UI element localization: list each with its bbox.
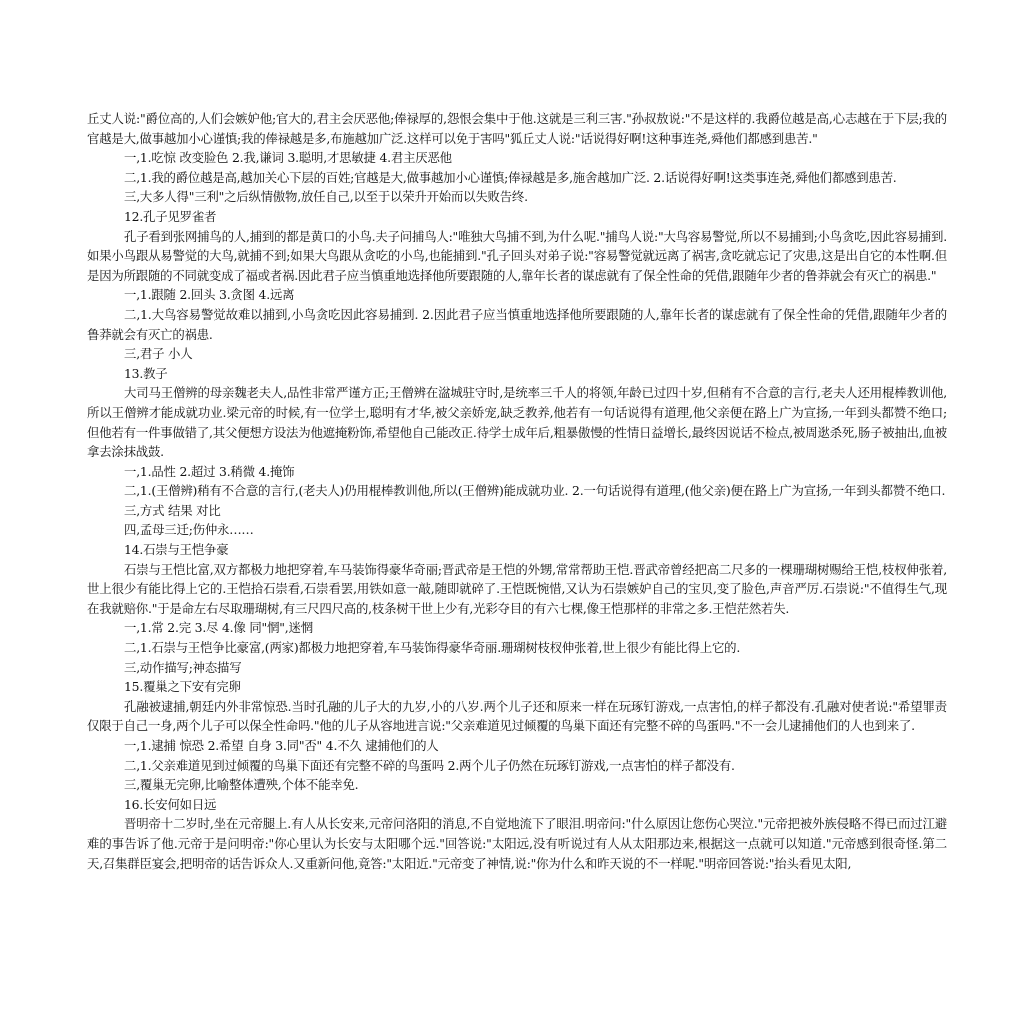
paragraph-text: 孔子看到张网捕鸟的人,捕到的都是黄口的小鸟.夫子问捕鸟人:"唯独大鸟捕不到,为什么呢."捕鸟人说:"大鸟容易警觉,所以不易捕到;小鸟贪吃,因此容易捕到.如果小鸟跟从易警觉的大鸟,就捕不到;如果大鸟跟从贪吃的小鸟,也能捕到."孔子回头对弟子说:"容易警觉就远离了祸害,贪吃就忘记了灾患,这是出自它的本性啊.但是因为所跟随的不同就变成了福或者祸.因此君子应当慎重地选择他所要跟随的人,靠年长者的谋虑就有了保全性命的凭借,跟随年少者的鲁莽就会有灭亡的祸患." — [87, 228, 947, 283]
answer-line: 三,方式 结果 对比 — [124, 502, 221, 518]
section-heading: 13.教子 — [124, 365, 168, 381]
answer-line: 三,大多人得"三利"之后纵情傲物,放任自己,以至于以荣升开始而以失败告终. — [124, 189, 528, 205]
paragraph-text: 丘丈人说:"爵位高的,人们会嫉妒他;官大的,君主会厌恶他;俸禄厚的,怨恨会集中于他.这就是三利三害."孙叔敖说:"不是这样的.我爵位越是高,心志越在于下层;我的官越是大,做事越加小心谨慎;我的俸禄越是多,布施越加广泛.这样可以免于害吗"狐丘丈人说:"话说得好啊!这种事连尧,舜他们都感到患苦." — [87, 111, 947, 146]
answer-line: 一,1.品性 2.超过 3.稍微 4.掩饰 — [124, 463, 295, 479]
paragraph-text: 石崇与王恺比富,双方都极力地把穿着,车马装饰得豪华奇丽;晋武帝是王恺的外甥,常常帮助王恺.晋武帝曾经把高二尺多的一棵珊瑚树赐给王恺,枝杈伸张着,世上很少有能比得上它的.王恺拾石崇看,石崇看罢,用铁如意一敲,随即就碎了.王恺既惋惜,又认为石崇嫉妒自己的宝贝,变了脸色,声音严厉.石崇说:"不值得生气,现在我就赔你."于是命左右尽取珊瑚树,有三尺四尺高的,枝条树干世上少有,光彩夺目的有六七棵,像王恺那样的非常之多.王恺茫然若失. — [87, 561, 947, 616]
answer-line: 四,孟母三迁;伤仲永…… — [124, 522, 254, 538]
answer-line: 一,1.常 2.完 3.尽 4.像 同"惘",迷惘 — [124, 620, 313, 636]
section-heading: 12.孔子见罗雀者 — [124, 208, 217, 224]
answer-line: 一,1.吃惊 改变脸色 2.我,谦词 3.聪明,才思敏捷 4.君主厌恶他 — [124, 150, 452, 166]
answer-line: 三,覆巢无完卵,比喻整体遭殃,个体不能幸免. — [124, 777, 359, 793]
paragraph-text: 孔融被逮捕,朝廷内外非常惊恐.当时孔融的儿子大的九岁,小的八岁.两个儿子还和原来一样在玩琢钉游戏,一点害怕,的样子都没有.孔融对使者说:"希望罪责仅限于自己一身,两个儿子可以保全性命吗."他的儿子从容地进言说:"父亲难道见过倾覆的鸟巢下面还有完整不碎的鸟蛋吗."不一会儿逮捕他们的人也到来了. — [87, 698, 947, 734]
answer-line: 三,动作描写;神态描写 — [124, 659, 242, 675]
answer-line: 二,1.大鸟容易警觉故难以捕到,小鸟贪吃因此容易捕到. 2.因此君子应当慎重地选择他所要跟随的人,靠年长者的谋虑就有了保全性命的凭借,跟随年少者的鲁莽就会有灭亡的祸患. — [87, 306, 947, 342]
section-heading: 14.石崇与王恺争豪 — [124, 542, 229, 558]
paragraph-text: 晋明帝十二岁时,坐在元帝腿上.有人从长安来,元帝问洛阳的消息,不自觉地流下了眼泪.明帝问:"什么原因让您伤心哭泣."元帝把被外族侵略不得已而过江避难的事告诉了他.元帝于是问明帝:"你心里认为长安与太阳哪个远."回答说:"太阳远,没有听说过有人从太阳那边来,根据这一点就可以知道."元帝感到很奇怪.第二天,召集群臣宴会,把明帝的话告诉众人.又重新问他,竟答:"太阳近."元帝变了神情,说:"你为什么和昨天说的不一样呢."明帝回答说:"抬头看见太阳, — [87, 816, 947, 871]
answer-line: 一,1.跟随 2.回头 3.贪图 4.远离 — [124, 287, 295, 303]
document-body — [87, 109, 947, 873]
section-heading: 16.长安何如日远 — [124, 796, 217, 812]
answer-line: 三,君子 小人 — [124, 346, 193, 362]
paragraph-text: 大司马王僧辨的母亲魏老夫人,品性非常严谨方正;王僧辨在湓城驻守时,是统率三千人的将领,年龄已过四十岁,但稍有不合意的言行,老夫人还用棍棒教训他,所以王僧辨才能成就功业.梁元帝的时候,有一位学士,聪明有才华,被父亲娇宠,缺乏教养,他若有一句话说得有道理,他父亲便在路上广为宣扬,一年到头都赞不绝口;但他若有一件事做错了,其父便想方设法为他遮掩粉饰,希望他自己能改正.待学士成年后,粗暴傲慢的性情日益增长,最终因说话不检点,被周逖杀死,肠子被抽出,血被拿去涂抹战鼓. — [87, 385, 947, 460]
answer-line: 一,1.逮捕 惊恐 2.希望 自身 3.同"否" 4.不久 逮捕他们的人 — [124, 738, 439, 753]
answer-line: 二,1.(王僧辨)稍有不合意的言行,(老夫人)仍用棍棒教训他,所以(王僧辨)能成就功业. 2.一句话说得有道理,(他父亲)便在路上广为宣扬,一年到头都赞不绝口. — [124, 483, 946, 499]
answer-line: 二,1.父亲难道见到过倾覆的鸟巢下面还有完整不碎的鸟蛋吗 2.两个儿子仍然在玩琢钉游戏,一点害怕的样子都没有. — [124, 757, 735, 773]
answer-line: 二,1.我的爵位越是高,越加关心下层的百姓;官越是大,做事越加小心谨慎;俸禄越是多,施舍越加广泛. 2.话说得好啊!这类事连尧,舜他们都感到患苦. — [124, 169, 897, 185]
section-heading: 15.覆巢之下安有完卵 — [124, 679, 241, 695]
answer-line: 二,1.石崇与王恺争比豪富,(两家)都极力地把穿着,车马装饰得豪华奇丽.珊瑚树枝杈伸张着,世上很少有能比得上它的. — [124, 640, 741, 656]
